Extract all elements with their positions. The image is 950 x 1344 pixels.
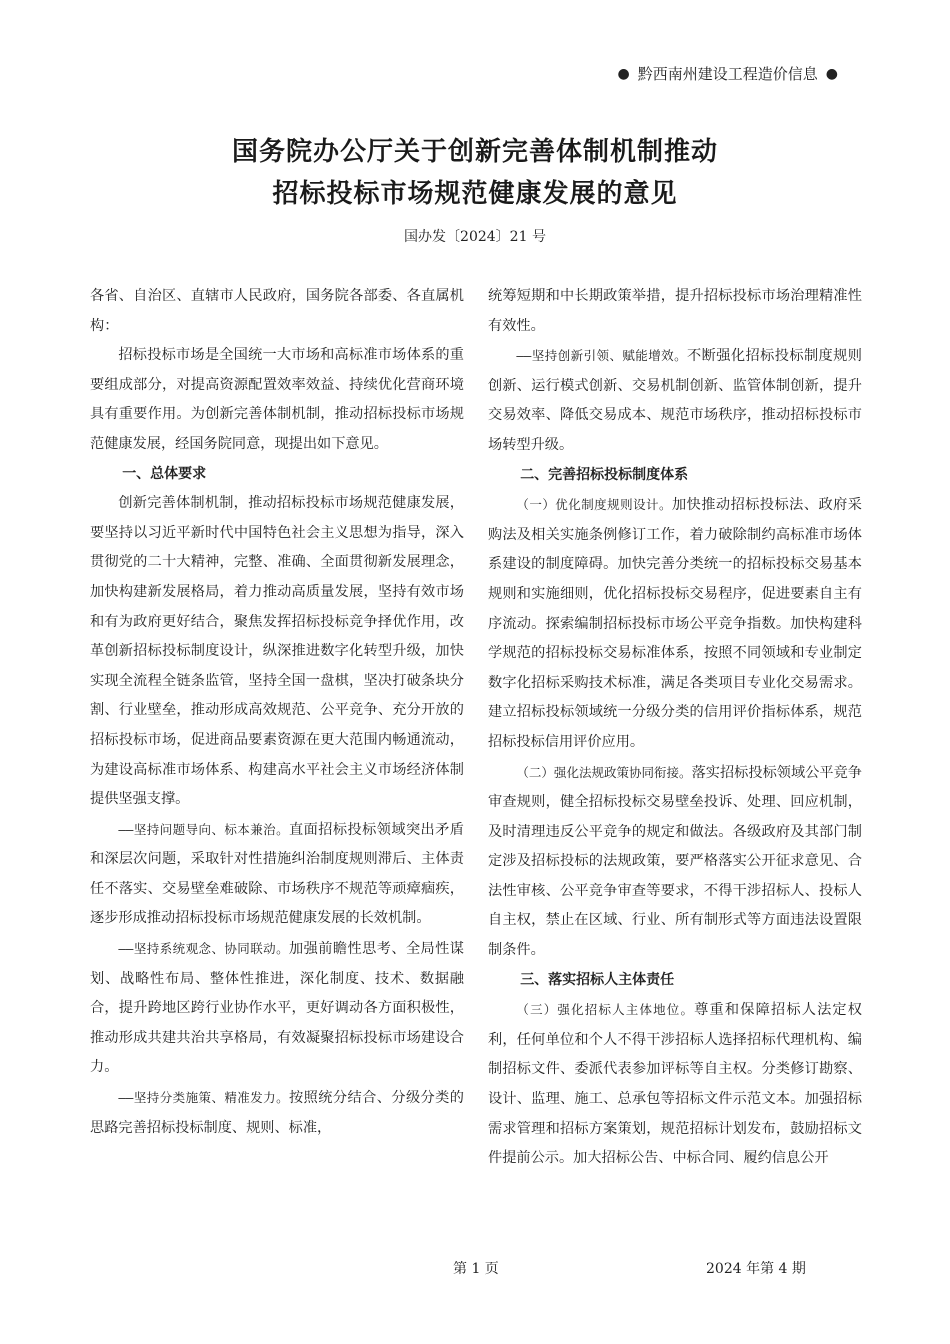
principle-lead: ——坚持创新引领、赋能增效。: [516, 348, 688, 364]
paragraph: [90, 1083, 464, 1143]
paragraph: [90, 934, 464, 1083]
paragraph: 统筹短期和中长期政策举措，提升招标投标市场治理精准性有效性。: [488, 288, 862, 334]
publication-name: 黔西南州建设工程造价信息: [637, 65, 818, 83]
principle-text: 直面招标投标领域突出矛盾和深层次问题，采取针对性措施纠治制度规则滞后、主体责任不落实、交易壁垒难破除、市场秩序不规范等顽瘴痼疾，逐步形成推动招标投标市场规范健康发展的长效机制。: [90, 821, 464, 927]
bullet-icon: ●: [617, 65, 630, 82]
section-heading: 三、落实招标人主体责任: [520, 971, 675, 988]
principle-lead: ——坚持问题导向、标本兼治。: [118, 821, 290, 837]
principle-lead: ——坚持系统观念、协同联动。: [118, 941, 290, 957]
principle-text: 按照统分结合、分级分类的思路完善招标投标制度、规则、标准，: [90, 1090, 464, 1136]
principle-lead: ——坚持分类施策、精准发力。: [118, 1090, 290, 1106]
document-title-line-1: 国务院办公厅关于创新完善体制机制推动: [231, 137, 718, 167]
paragraph: [488, 490, 862, 757]
paragraph: [488, 995, 862, 1174]
bullet-icon: ●: [825, 65, 838, 82]
publication-header: [618, 63, 838, 84]
subsection-lead: （一）优化制度规则设计。: [516, 497, 672, 513]
document-title-line-2: 招标投标市场规范健康发展的意见: [272, 179, 678, 209]
section-heading: 二、完善招标投标制度体系: [520, 466, 689, 483]
paragraph: [488, 758, 862, 966]
left-column: [90, 282, 464, 1143]
paragraph: 招标投标市场是全国统一大市场和高标准市场体系的重要组成部分，对提高资源配置效率效益、持续优化营商环境具有重要作用。为创新完善体制机制，推动招标投标市场规范健康发展，经国务院同意，现提出如下意见。: [90, 347, 464, 452]
subsection-lead: （三）强化招标人主体地位。: [516, 1002, 695, 1018]
page-number: 第 1 页: [453, 1261, 499, 1277]
principle-text: 加强前瞻性思考、全局性谋划、战略性布局、整体性推进，深化制度、技术、数据融合，提升跨地区跨行业协作水平，更好调动各方面积极性，推动形成共建共治共享格局，有效凝聚招标投标市场建设合力。: [90, 941, 464, 1076]
salutation: 各省、自治区、直辖市人民政府，国务院各部委、各直属机构：: [90, 288, 464, 334]
right-column: [488, 282, 862, 1174]
subsection-text: 加快推动招标投标法、政府采购法及相关实施条例修订工作，着力破除制约高标准市场体系建设的制度障碍。加快完善分类统一的招标投标交易基本规则和实施细则，优化招标投标交易程序，促进要素自主有序流动。探索编制招标投标市场公平竞争指数。加快构建科学规范的招标投标交易标准体系，按照不同领域和专业制定数字化招标采购技术标准，满足各类项目专业化交易需求。建立招标投标领域统一分级分类的信用评价指标体系，规范招标投标信用评价应用。: [488, 497, 862, 750]
issue-label: 2024 年第 4 期: [706, 1261, 806, 1277]
document-number: 国办发〔2024〕21 号: [404, 229, 546, 245]
subsection-text: 落实招标投标领域公平竞争审查规则，健全招标投标交易壁垒投诉、处理、回应机制，及时清理违反公平竞争的规定和做法。各级政府及其部门制定涉及招标投标的法规政策，要严格落实公开征求意见、合法性审核、公平竞争审查等要求，不得干涉招标人、投标人自主权，禁止在区域、行业、所有制形式等方面违法设置限制条件。: [488, 764, 862, 959]
subsection-lead: （二）强化法规政策协同衔接。: [516, 764, 692, 780]
section-heading: 一、总体要求: [122, 465, 207, 482]
subsection-text: 尊重和保障招标人法定权利，任何单位和个人不得干涉招标人选择招标代理机构、编制招标文件、委派代表参加评标等自主权。分类修订勘察、设计、监理、施工、总承包等招标文件示范文本。加强招标需求管理和招标方案策划，规范招标计划发布，鼓励招标文件提前公示。加大招标公告、中标合同、履约信息公开: [488, 1002, 862, 1167]
paragraph: [90, 815, 464, 934]
paragraph: 创新完善体制机制，推动招标投标市场规范健康发展，要坚持以习近平新时代中国特色社会主义思想为指导，深入贯彻党的二十大精神，完整、准确、全面贯彻新发展理念，加快构建新发展格局，着力推动高质量发展，坚持有效市场和有为政府更好结合，聚焦发挥招标投标竞争择优作用，改革创新招标投标制度设计，纵深推进数字化转型升级，加快实现全流程全链条监管，坚持全国一盘棋，坚决打破条块分割、行业壁垒，推动形成高效规范、公平竞争、充分开放的招标投标市场，促进商品要素资源在更大范围内畅通流动，为建设高标准市场体系、构建高水平社会主义市场经济体制提供坚强支撑。: [90, 495, 464, 808]
principle-text: 不断强化招标投标制度规则创新、运行模式创新、交易机制创新、监管体制创新，提升交易效率、降低交易成本、规范市场秩序，推动招标投标市场转型升级。: [488, 348, 862, 453]
paragraph: [488, 341, 862, 460]
